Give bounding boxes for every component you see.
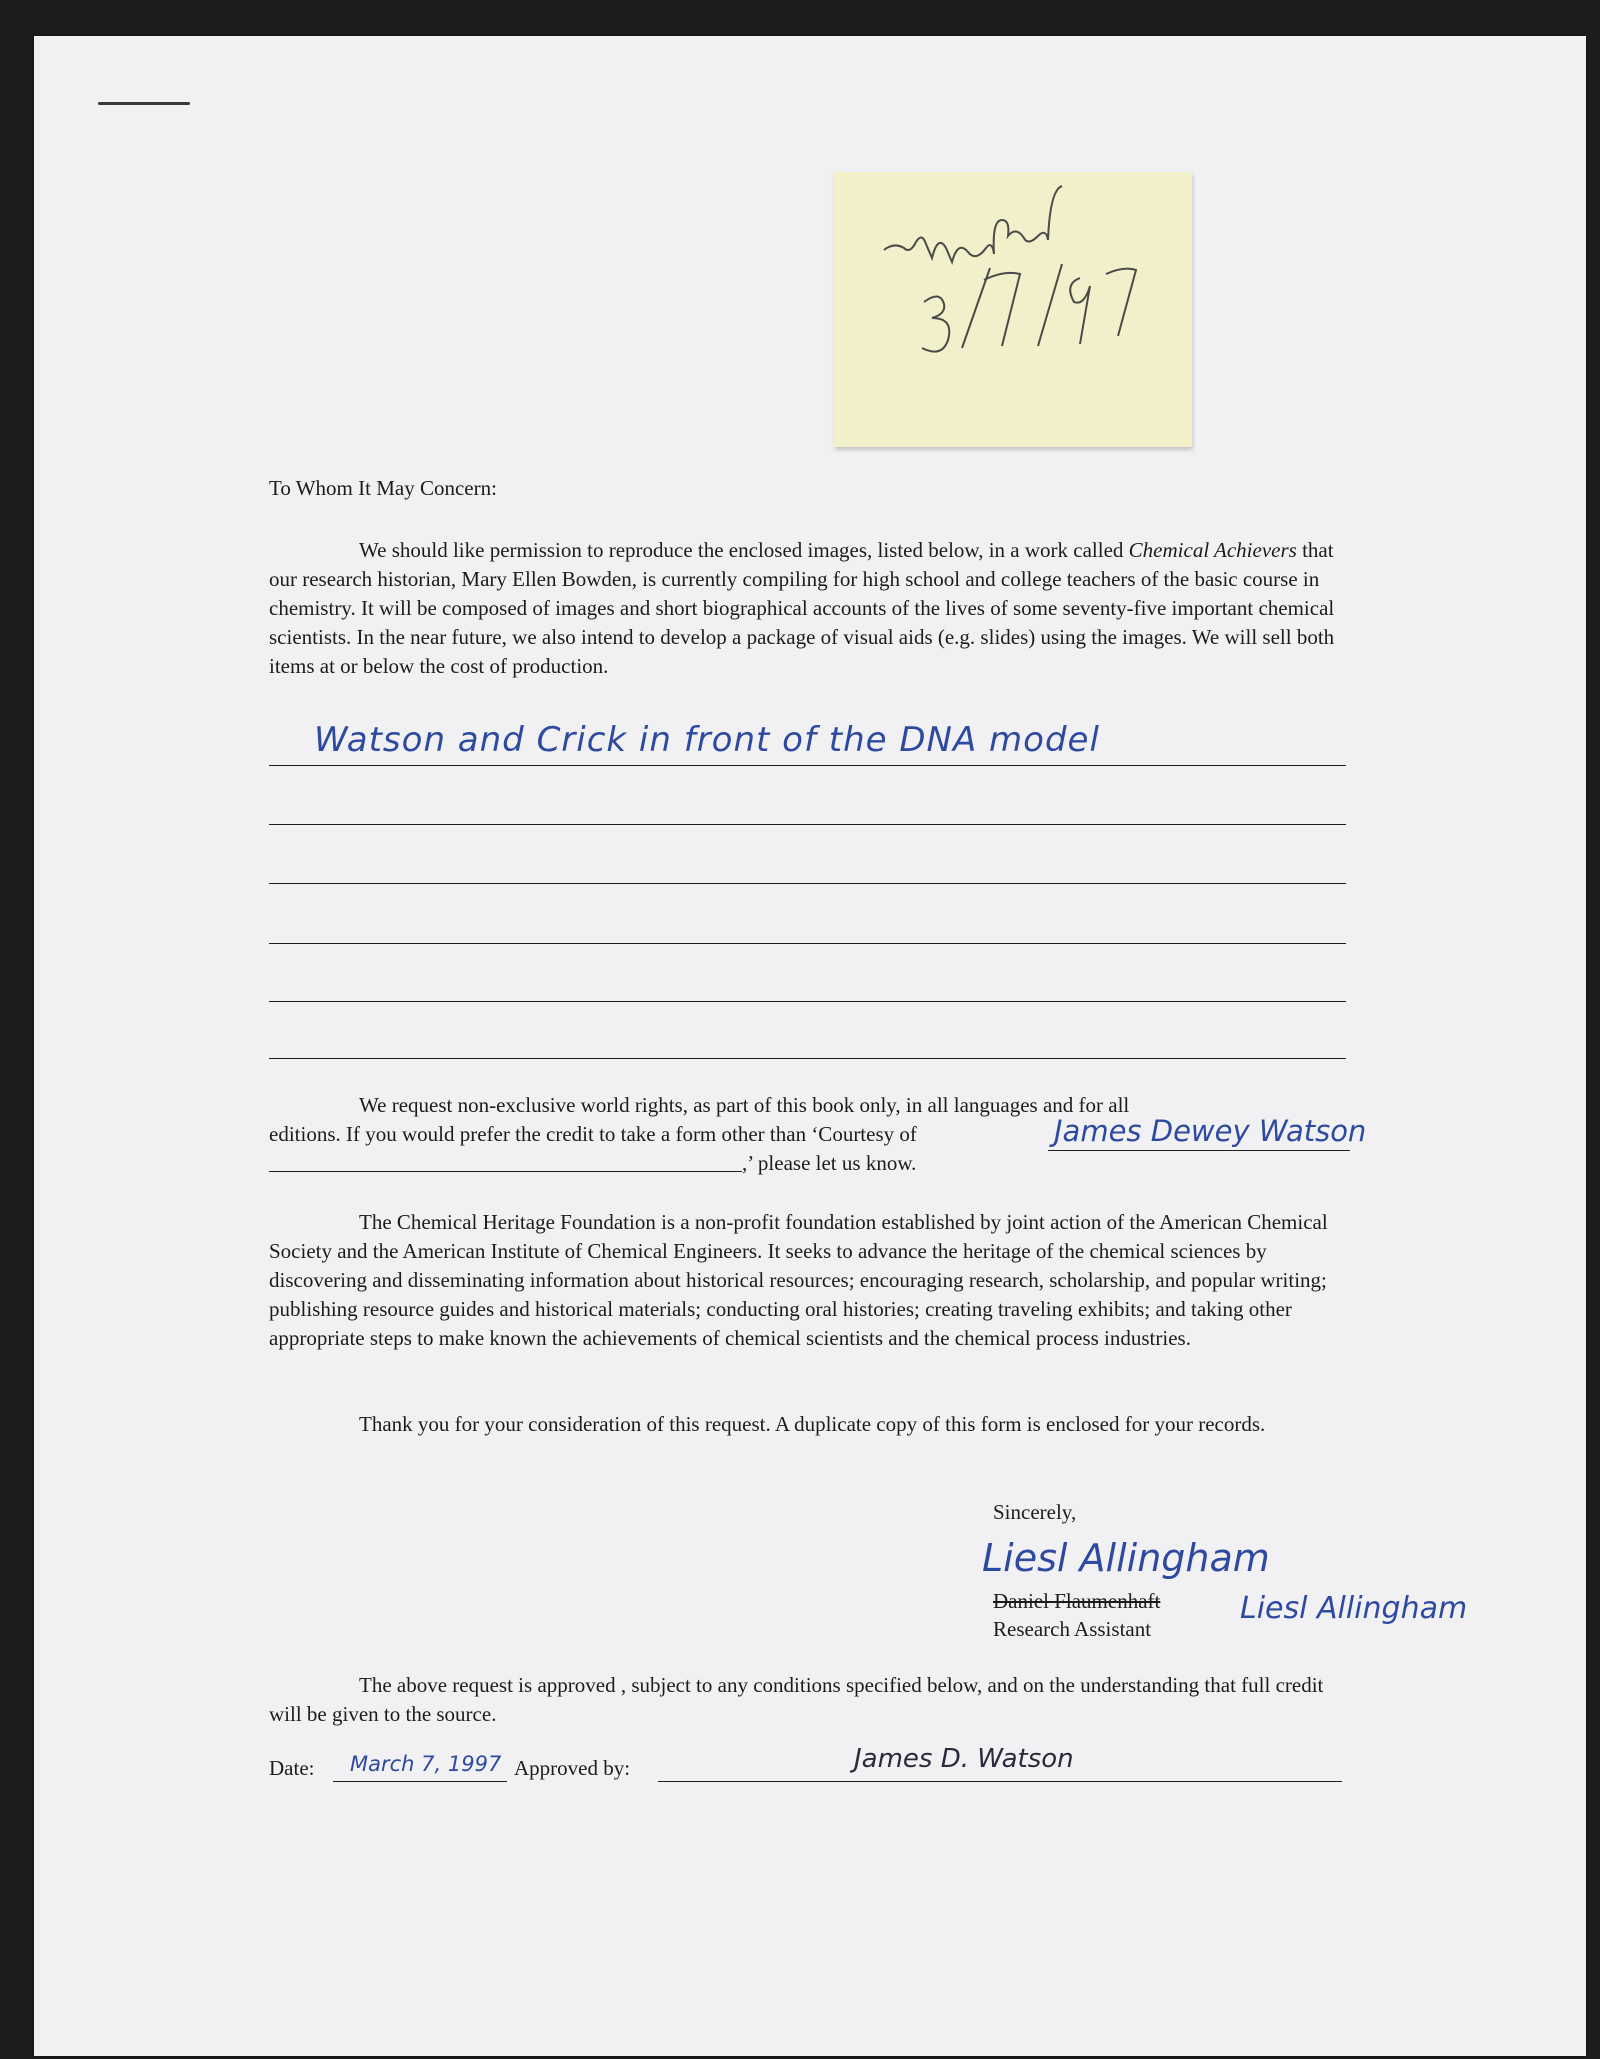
closing: Sincerely, — [993, 1500, 1077, 1524]
paragraph-request-intro: We should like permission to reproduce the enclosed images, listed below, in a work called — [359, 538, 1124, 562]
handwritten-credit: James Dewey Watson — [1054, 1114, 1367, 1148]
image-entry-line-3 — [269, 883, 1346, 884]
approved-by-label: Approved by: — [514, 1756, 631, 1780]
image-entry-line-2 — [269, 824, 1346, 825]
paragraph-foundation: The Chemical Heritage Foundation is a non-profit foundation established by joint action of the American Chemical Society and the American Institute of Chemical Engineers. It seeks to advance the heritage of the chemical sciences by discovering and disseminating information about historical resources; encouraging research, scholarship, and popular writing; publishing resource guides and historical materials; conducting oral histories; creating traveling exhibits; and taking other appropriate steps to make known the achievements of chemical scientists and the chemical process industries. — [269, 1210, 1328, 1350]
book-title: Chemical Achievers — [1128, 538, 1297, 562]
image-entry-line-6 — [269, 1058, 1346, 1059]
image-entry-line-4 — [269, 943, 1346, 944]
paragraph-request — [269, 536, 1359, 681]
handwritten-approver-signature: James D. Watson — [854, 1744, 1074, 1774]
paragraph-request-body: that our research historian, Mary Ellen Bowden, is currently compiling for high school and college teachers of the basic course in chemistry. It will be composed of images and short biographical accounts of the lives of some seventy-five important chemical scientists. In the near future, we also intend to develop a package of visual aids (e.g. slides) using the images. We will sell both items at or below the cost of production. — [269, 538, 1335, 678]
sticky-handwriting-drawing — [834, 172, 1192, 447]
paragraph-thanks: Thank you for your consideration of this request. A duplicate copy of this form is enclosed for your records. — [359, 1412, 1266, 1436]
printed-name-struck: Daniel Flaumenhaft — [993, 1589, 1161, 1613]
credit-line-continued — [269, 1171, 742, 1172]
date-line — [333, 1781, 507, 1782]
image-entry-line-1 — [269, 765, 1346, 766]
date-label: Date: — [269, 1756, 315, 1780]
handwritten-image-entry: Watson and Crick in front of the DNA model — [314, 720, 1100, 760]
rights-line-2: editions. If you would prefer the credit to take a form other than ‘Courtesy of — [269, 1122, 917, 1146]
sticky-note — [834, 172, 1192, 447]
staple-mark — [98, 102, 190, 105]
document-page — [34, 36, 1586, 2056]
rights-line-3: ,’ please let us know. — [742, 1151, 917, 1175]
handwritten-date: March 7, 1997 — [350, 1752, 502, 1776]
rights-line-1: We request non-exclusive world rights, as part of this book only, in all languages and for all — [359, 1093, 1130, 1117]
handwritten-replacement-name: Liesl Allingham — [1240, 1591, 1468, 1626]
image-entry-line-5 — [269, 1001, 1346, 1002]
approval-text: The above request is approved , subject to any conditions specified below, and on the understanding that full credit will be given to the source. — [269, 1673, 1324, 1726]
handwritten-signature: Liesl Allingham — [982, 1536, 1270, 1580]
approval-signature-line — [658, 1781, 1342, 1782]
salutation: To Whom It May Concern: — [269, 476, 497, 500]
signer-title: Research Assistant — [993, 1617, 1152, 1641]
